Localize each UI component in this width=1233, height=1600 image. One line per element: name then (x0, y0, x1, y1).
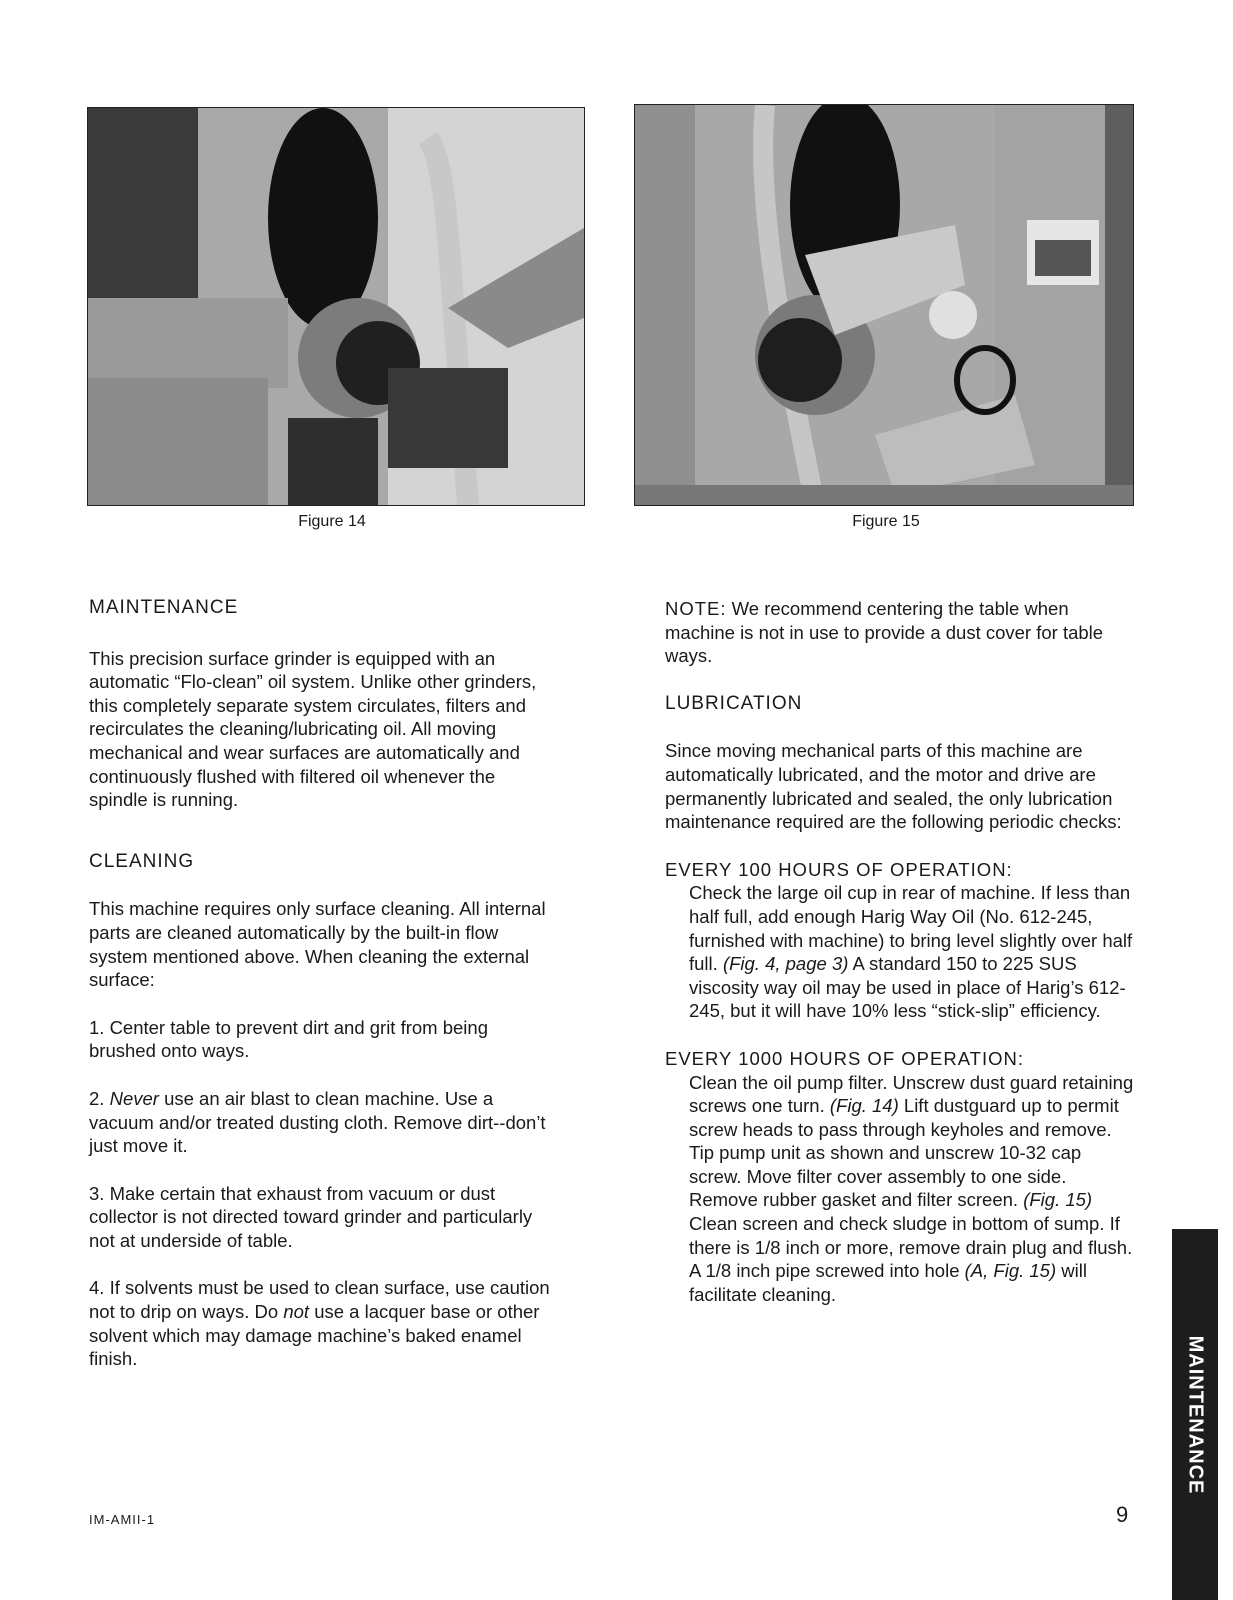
maintenance-paragraph: This precision surface grinder is equipped with an automatic “Flo-clean” oil system. Unlike other grinders, this completely separate system circulates, filters and recirculates the cleaning/lubricating oil. All moving mechanical and wear surfaces are automatically and continuously flushed with filtered oil whenever the spindle is running. (89, 647, 537, 811)
document-code: IM-AMII-1 (89, 1512, 156, 1527)
figure-14-photo (87, 107, 585, 506)
cleaning-item-3: 3. Make certain that exhaust from vacuum or dust collector is not directed toward grinder and particularly not at underside of table. (89, 1182, 533, 1251)
section-tab (1172, 1229, 1218, 1600)
figure-15-caption: Figure 15 (852, 513, 920, 530)
section-tab-label: MAINTENANCE (1184, 1335, 1207, 1494)
cleaning-paragraph: This machine requires only surface cleaning. All internal parts are cleaned automatically by the built-in flow system mentioned above. When cleaning the external surface: (89, 898, 546, 991)
cleaning-heading: CLEANING (89, 850, 195, 872)
lubrication-paragraph: Since moving mechanical parts of this machine are automatically lubricated, and the motor and drive are permanently lubricated and sealed, the only lubrication maintenance required are the following periodic checks: (665, 740, 1122, 833)
left-column (89, 596, 555, 1371)
every-1000-hours-paragraph: Clean the oil pump filter. Unscrew dust guard retaining screws one turn. (Fig. 14) Lift dustguard up to permit screw heads to pass through keyholes and remove. Tip pump unit as shown and unscrew 10-32 cap screw. Move filter cover assembly to one side. Remove rubber gasket and filter screen. (Fig. 15) Clean screen and check sludge in bottom of sump. If there is 1/8 inch or more, remove drain plug and flush. A 1/8 inch pipe screwed into hole (A, Fig. 15) will facilitate cleaning. (689, 1071, 1134, 1305)
cleaning-item-2: 2. Never use an air blast to clean machine. Use a vacuum and/or treated dusting cloth. Remove dirt--don’t just move it. (89, 1087, 546, 1157)
every-1000-hours-heading: EVERY 1000 HOURS OF OPERATION: (665, 1047, 1024, 1069)
cleaning-item-1: 1. Center table to prevent dirt and grit from being brushed onto ways. (89, 1016, 488, 1062)
maintenance-heading: MAINTENANCE (89, 597, 239, 618)
lubrication-heading: LUBRICATION (665, 692, 803, 714)
every-100-hours-paragraph: Check the large oil cup in rear of machine. If less than half full, add enough Harig Way Oil (No. 612-245, furnished with machine) to bring level slightly over half full. (Fig. 4, page 3) A standard 150 to 225 SUS viscosity way oil may be used in place of Harig’s 612-245, but it will have 10% less “stick-slip” efficiency. (689, 882, 1133, 1022)
note-paragraph: NOTE: We recommend centering the table when machine is not in use to provide a dust cover for table ways. (665, 598, 1104, 667)
every-100-hours-heading: EVERY 100 HOURS OF OPERATION: (665, 858, 1013, 880)
figure-15-photo (634, 104, 1134, 506)
page-number: 9 (1116, 1502, 1129, 1527)
cleaning-item-4: 4. If solvents must be used to clean surface, use caution not to drip on ways. Do not use a lacquer base or other solvent which may damage machine’s baked enamel finish. (89, 1277, 550, 1370)
figure-14-caption: Figure 14 (298, 513, 366, 530)
right-column (665, 597, 1135, 1306)
